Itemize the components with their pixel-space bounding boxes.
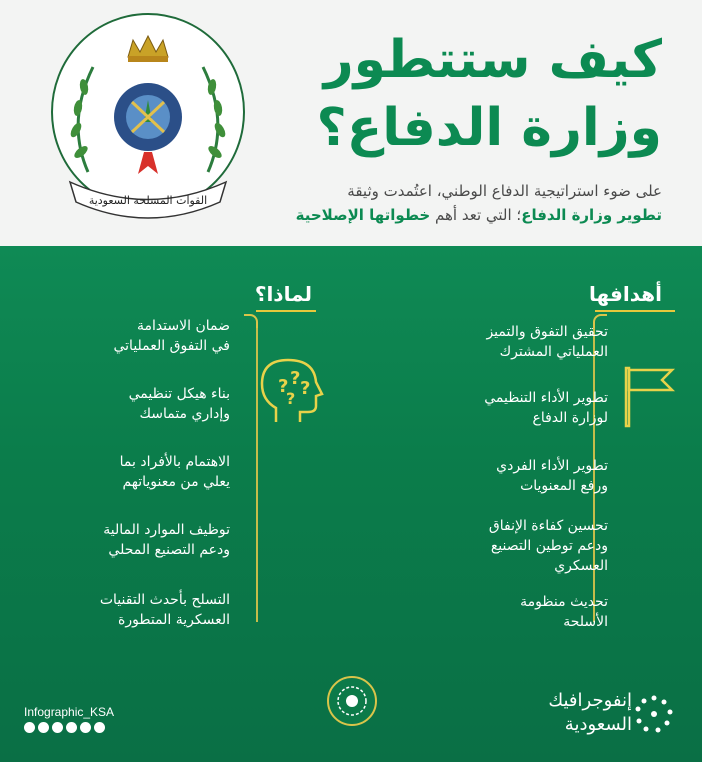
brand-name-line1: إنفوجرافيك [548,690,632,711]
subtitle-mid: ؛ التي تعد أهم [430,206,522,224]
subtitle-line2 [296,206,662,224]
why-item: ضمان الاستدامة في التفوق العملياتي [113,318,230,354]
why-item: توظيف الموارد المالية ودعم التصنيع المحلي [103,522,230,558]
emblem-ribbon-text: القوات المسلحة السعودية [88,194,208,207]
why-item: التسلح بأحدث التقنيات العسكرية المتطورة [99,592,230,628]
why-item: الاهتمام بالأفراد بما يعلي من معنوياتهم [119,454,230,490]
instagram-icon[interactable] [80,722,91,733]
footer-handle: Infographic_KSA [24,705,115,719]
goal-item: تطوير الأداء التنظيمي لوزارة الدفاع [484,390,608,426]
page-title-line2: وزارة الدفاع؟ [316,98,662,158]
goals-heading: أهدافها [589,282,662,306]
goal-item: تحسين كفاءة الإنفاق ودعم توطين التصنيع العسكري [488,518,608,574]
question-head-icon [256,352,326,428]
brand-name-line2: السعودية [564,714,632,735]
why-heading: لماذا؟ [254,282,312,306]
footer-seal-icon [327,676,377,726]
social-icons [24,722,105,733]
facebook-icon[interactable] [38,722,49,733]
youtube-icon[interactable] [52,722,63,733]
svg-text:?: ? [286,389,296,408]
svg-text:?: ? [300,378,311,399]
snapchat-icon[interactable] [66,722,77,733]
subtitle-bold-2: خطواتها الإصلاحية [295,206,431,224]
twitter-icon[interactable] [24,722,35,733]
telegram-icon[interactable] [94,722,105,733]
why-item: بناء هيكل تنظيمي وإداري متماسك [128,386,230,422]
subtitle-bold-1: تطوير وزارة الدفاع [521,206,662,224]
flag-icon [620,364,678,428]
emblem-logo [48,12,248,222]
subtitle-line1: على ضوء استراتيجية الدفاع الوطني، اعتُمدت وثيقة [347,182,662,200]
svg-text:?: ? [278,376,289,397]
why-rule [256,310,316,312]
svg-text:?: ? [290,368,301,389]
goal-item: تطوير الأداء الفردي ورفع المعنويات [496,458,608,494]
goals-rule [595,310,675,312]
page-title-line1: كيف ستتطور [323,30,662,90]
goal-item: تحديث منظومة الأسلحة [520,594,608,630]
brand-dots-icon [634,694,674,734]
goal-item: تحقيق التفوق والتميز العملياتي المشترك [486,324,608,360]
